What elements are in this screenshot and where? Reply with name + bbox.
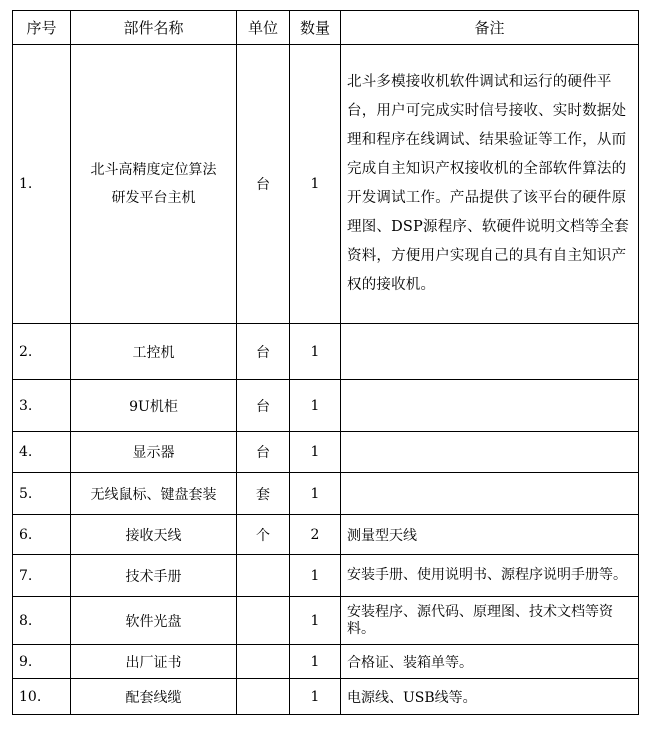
- row-note: [341, 324, 639, 380]
- row-qty: 1: [290, 380, 341, 432]
- table-row: [13, 645, 639, 679]
- row-no: 4.: [13, 432, 71, 473]
- row-unit: 台: [237, 380, 290, 432]
- row-no: 3.: [13, 380, 71, 432]
- table-row: [13, 597, 639, 645]
- header-unit: 单位: [237, 11, 290, 45]
- row-no: 10.: [13, 679, 71, 715]
- row-note: 电源线、USB线等。: [341, 679, 639, 715]
- header-name: 部件名称: [71, 11, 237, 45]
- header-no: 序号: [13, 11, 71, 45]
- row-name: 配套线缆: [71, 679, 237, 715]
- row-qty: 1: [290, 597, 341, 645]
- row-name: 无线鼠标、键盘套装: [71, 473, 237, 515]
- table-row: [13, 45, 639, 324]
- row-qty: 1: [290, 679, 341, 715]
- row-name: 接收天线: [71, 515, 237, 555]
- parts-table: [12, 10, 639, 715]
- table-row: [13, 432, 639, 473]
- table-row: [13, 679, 639, 715]
- table-row: [13, 473, 639, 515]
- header-note: 备注: [341, 11, 639, 45]
- table-row: [13, 324, 639, 380]
- row-name: 技术手册: [71, 555, 237, 597]
- row-no: 9.: [13, 645, 71, 679]
- row-qty: 1: [290, 45, 341, 324]
- row-name: 工控机: [71, 324, 237, 380]
- row-note: 测量型天线: [341, 515, 639, 555]
- row-no: 1.: [13, 45, 71, 324]
- row-qty: 1: [290, 473, 341, 515]
- row-qty: 1: [290, 555, 341, 597]
- row-no: 8.: [13, 597, 71, 645]
- row-name: [71, 45, 237, 324]
- row-qty: 2: [290, 515, 341, 555]
- row-note: [341, 380, 639, 432]
- row-unit: [237, 555, 290, 597]
- row-note: [341, 432, 639, 473]
- table-row: [13, 380, 639, 432]
- row-name-line: 研发平台主机: [111, 190, 196, 206]
- row-note: 北斗多模接收机软件调试和运行的硬件平台，用户可完成实时信号接收、实时数据处理和程序在线调试、结果验证等工作，从而完成自主知识产权接收机的全部软件算法的开发调试工作。产品提供了该平台的硬件原理图、DSP源程序、软硬件说明文档等全套资料，方便用户实现自己的具有自主知识产权的接收机。: [341, 45, 639, 324]
- header-qty: 数量: [290, 11, 341, 45]
- row-note: 安装手册、使用说明书、源程序说明手册等。: [341, 555, 639, 597]
- table-row: [13, 555, 639, 597]
- row-qty: 1: [290, 645, 341, 679]
- header-row: [13, 11, 639, 45]
- table-row: [13, 515, 639, 555]
- row-unit: 个: [237, 515, 290, 555]
- row-unit: 台: [237, 324, 290, 380]
- row-no: 6.: [13, 515, 71, 555]
- row-unit: 台: [237, 432, 290, 473]
- row-name: 9U机柜: [71, 380, 237, 432]
- row-note: 安装程序、源代码、原理图、技术文档等资料。: [341, 597, 639, 645]
- row-unit: [237, 645, 290, 679]
- row-name: 显示器: [71, 432, 237, 473]
- row-name: 软件光盘: [71, 597, 237, 645]
- row-qty: 1: [290, 432, 341, 473]
- row-no: 5.: [13, 473, 71, 515]
- row-name: 出厂证书: [71, 645, 237, 679]
- row-unit: 套: [237, 473, 290, 515]
- row-unit: [237, 597, 290, 645]
- row-note: 合格证、装箱单等。: [341, 645, 639, 679]
- row-unit: [237, 679, 290, 715]
- row-name-line: 北斗高精度定位算法: [90, 162, 217, 178]
- row-qty: 1: [290, 324, 341, 380]
- row-no: 2.: [13, 324, 71, 380]
- row-note: [341, 473, 639, 515]
- row-no: 7.: [13, 555, 71, 597]
- row-unit: 台: [237, 45, 290, 324]
